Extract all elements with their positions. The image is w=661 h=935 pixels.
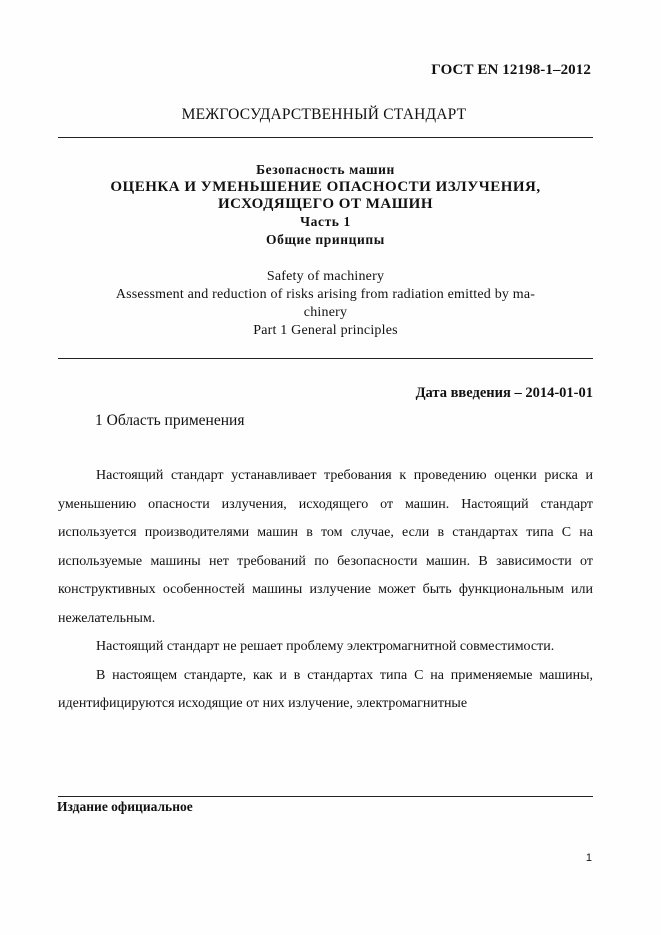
middle-divider (58, 358, 593, 359)
english-title-block (58, 268, 593, 340)
paragraph: В настоящем стандарте, как и в стандартах типа С на применяемые машины, идентифицируются исходящие от них излучение, электромагнитные (58, 667, 593, 711)
english-title-line-4: Part 1 General principles (253, 323, 398, 338)
gost-number: ГОСТ EN 12198-1–2012 (431, 62, 591, 78)
official-edition-label: Издание официальное (57, 799, 193, 814)
introduction-date: Дата введения – 2014-01-01 (415, 385, 593, 401)
bottom-divider (58, 796, 593, 797)
title-main-line-2: ИСХОДЯЩЕГО ОТ МАШИН (217, 196, 434, 212)
section-title: 1 Область применения (95, 412, 245, 429)
paragraph: Настоящий стандарт устанавливает требования к проведению оценки риска и уменьшению опасности излучения, исходящего от машин. Настоящий стандарт используется производителями машин в том случае, если в стандартах типа С на используемые машины нет требований по безопасности машин. В зависимости от конструктивных особенностей машины излучение может быть функциональным или нежелательным. (58, 468, 593, 626)
body-text (58, 462, 593, 719)
standard-type-heading: МЕЖГОСУДАРСТВЕННЫЙ СТАНДАРТ (181, 106, 467, 123)
title-series: Безопасность машин (256, 162, 395, 177)
title-main-line-1: ОЦЕНКА И УМЕНЬШЕНИЕ ОПАСНОСТИ ИЗЛУЧЕНИЯ, (110, 179, 541, 195)
paragraph: Настоящий стандарт не решает проблему электромагнитной совместимости. (96, 639, 555, 654)
english-title-line-3: chinery (303, 305, 348, 320)
title-subtitle: Общие принципы (266, 232, 385, 247)
title-part: Часть 1 (300, 214, 351, 229)
english-title-line-2: Assessment and reduction of risks arising from radiation emitted by ma- (115, 287, 536, 302)
top-divider (58, 137, 593, 138)
russian-title-block (58, 161, 593, 250)
english-title-line-1: Safety of machinery (266, 269, 385, 284)
page-number: 1 (585, 852, 592, 864)
